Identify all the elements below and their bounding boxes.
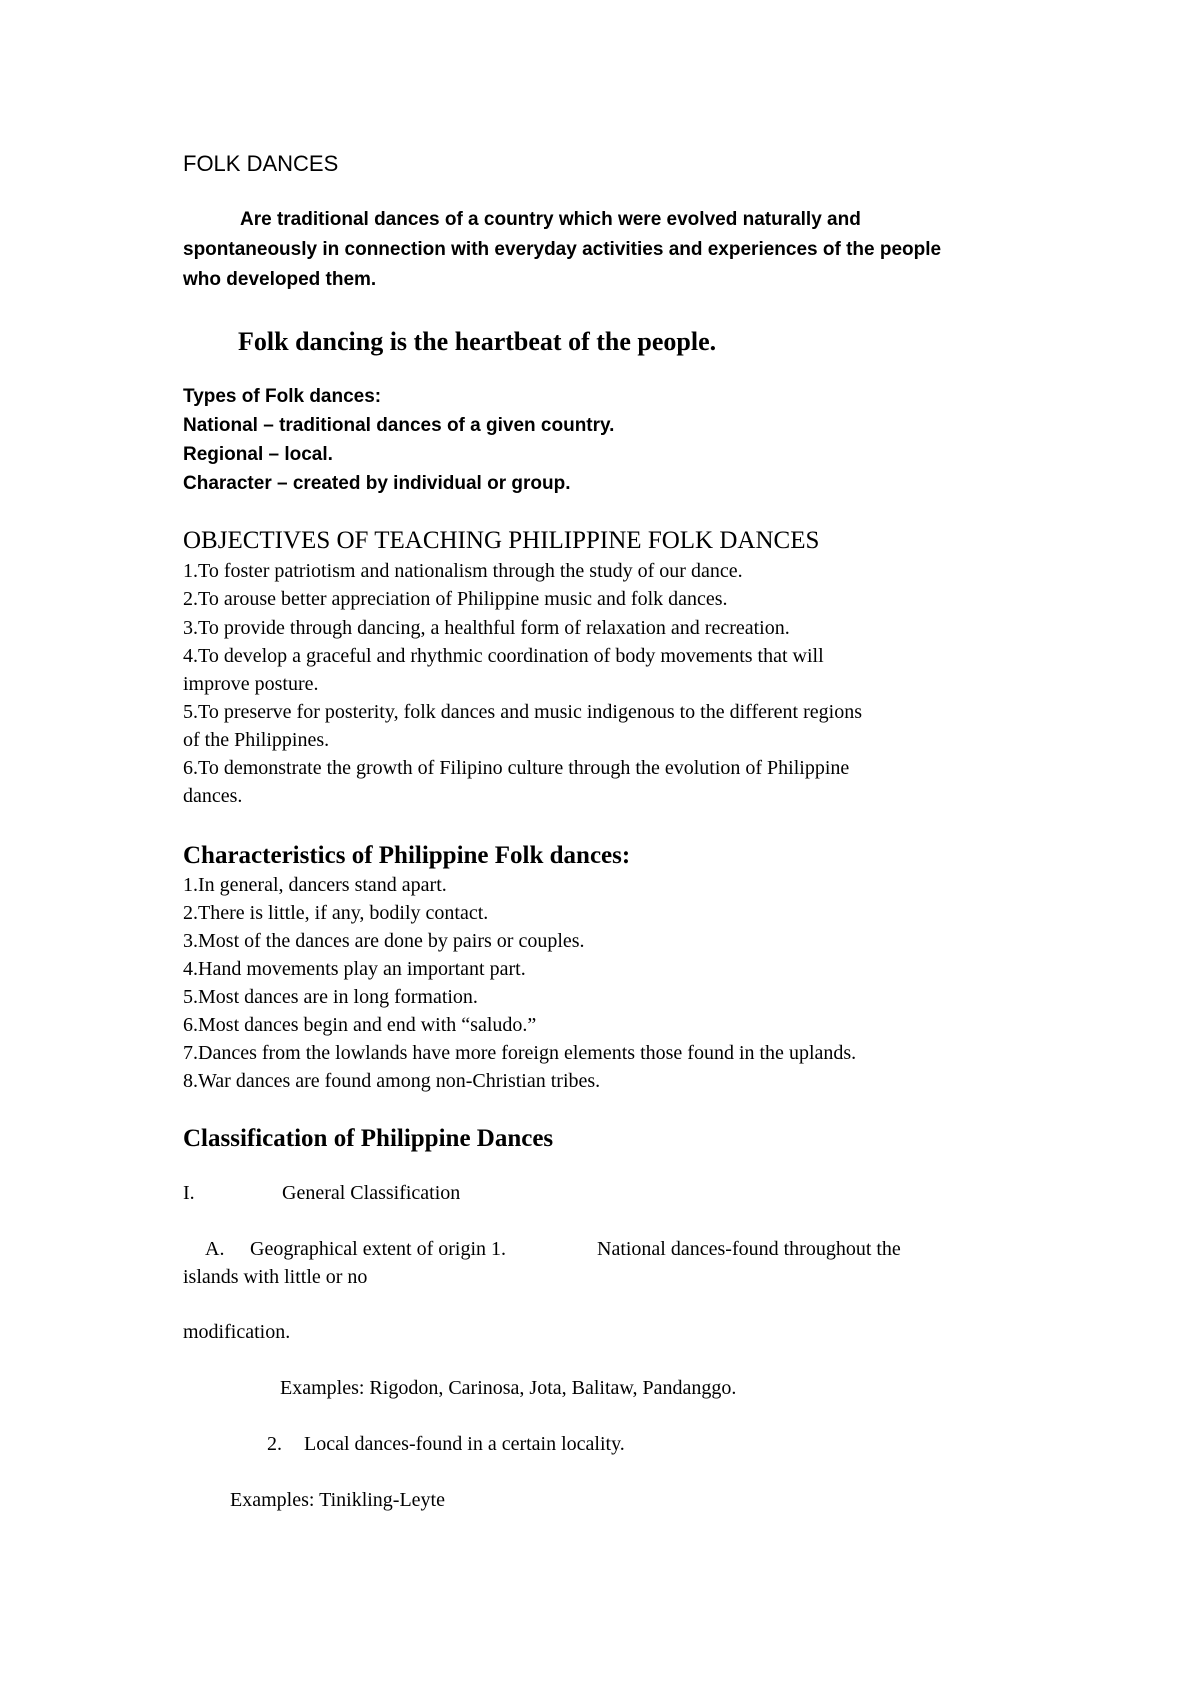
type-regional: Regional – local. [183,444,333,465]
characteristics-heading: Characteristics of Philippine Folk dances: [183,842,631,869]
quote-text: Folk dancing is the heartbeat of the people. [238,327,717,356]
subsection-a-letter: A. [205,1238,225,1260]
local-number: 2. [267,1433,282,1455]
general-classification-label: General Classification [282,1182,461,1204]
objective-line-4: 4.To develop a graceful and rhythmic coordination of body movements that will [183,645,824,667]
characteristic-line-5: 5.Most dances are in long formation. [183,986,478,1008]
national-dances-text: National dances-found throughout the [597,1238,901,1260]
definition-line-1: Are traditional dances of a country which were evolved naturally and [240,209,861,230]
national-dances-continued: islands with little or no [183,1266,368,1288]
types-heading: Types of Folk dances: [183,386,382,407]
characteristic-line-8: 8.War dances are found among non-Christian tribes. [183,1070,601,1092]
objective-line-8: 6.To demonstrate the growth of Filipino culture through the evolution of Philippine [183,757,850,779]
modification-text: modification. [183,1321,291,1343]
characteristic-line-1: 1.In general, dancers stand apart. [183,874,447,896]
objective-line-9: dances. [183,785,243,807]
national-examples: Examples: Rigodon, Carinosa, Jota, Balitaw, Pandanggo. [280,1377,737,1399]
objective-line-5: improve posture. [183,673,319,695]
definition-line-3: who developed them. [183,269,377,290]
general-number: I. [183,1182,195,1204]
definition-line-2: spontaneously in connection with everyday activities and experiences of the people [183,239,942,260]
characteristic-line-6: 6.Most dances begin and end with “saludo.” [183,1014,537,1036]
type-national: National – traditional dances of a given country. [183,415,615,436]
classification-heading: Classification of Philippine Dances [183,1125,554,1152]
objectives-heading: OBJECTIVES OF TEACHING PHILIPPINE FOLK DANCES [183,527,820,554]
objective-line-2: 2.To arouse better appreciation of Philippine music and folk dances. [183,588,728,610]
objective-line-6: 5.To preserve for posterity, folk dances and music indigenous to the different regions [183,701,862,723]
document-title: FOLK DANCES [183,151,339,176]
characteristic-line-4: 4.Hand movements play an important part. [183,958,526,980]
objective-line-7: of the Philippines. [183,729,330,751]
objective-line-1: 1.To foster patriotism and nationalism through the study of our dance. [183,560,743,582]
local-dances-text: Local dances-found in a certain locality. [304,1433,625,1455]
characteristic-line-3: 3.Most of the dances are done by pairs or couples. [183,930,585,952]
objective-line-3: 3.To provide through dancing, a healthful form of relaxation and recreation. [183,617,790,639]
local-examples: Examples: Tinikling-Leyte [230,1489,445,1511]
characteristic-line-2: 2.There is little, if any, bodily contact. [183,902,489,924]
characteristic-line-7: 7.Dances from the lowlands have more foreign elements those found in the uplands. [183,1042,857,1064]
type-character: Character – created by individual or group. [183,473,571,494]
subsection-a-text: Geographical extent of origin 1. [250,1238,507,1260]
